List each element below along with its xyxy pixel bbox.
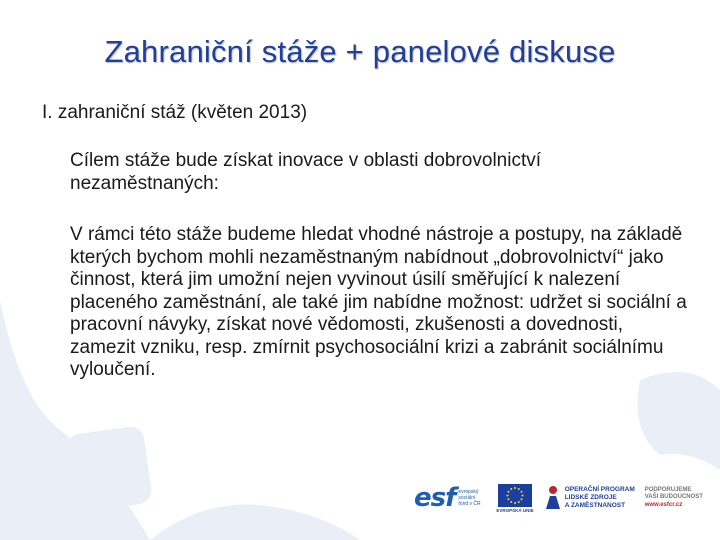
eu-star (522, 494, 524, 496)
eu-flag-caption: EVROPSKÁ UNIE (496, 507, 534, 513)
eu-star (510, 488, 512, 490)
eu-star (518, 488, 520, 490)
eu-star (514, 502, 516, 504)
esf-logo-text: evropský sociální fond v ČR (458, 489, 481, 507)
paragraph-goal: Cílem stáže bude získat inovace v oblasti dobrovolnictví nezaměstnaných: (70, 150, 542, 194)
slide-title: Zahraniční stáže + panelové diskuse (104, 34, 616, 69)
slide-subheading: I. zahraniční stáž (květen 2013) (42, 102, 308, 123)
eu-star (510, 501, 512, 503)
paragraph-description: V rámci této stáže budeme hledat vhodné nástroje a postupy, na základě kterých bychom mohli nezaměstnaným nabídnout „dobrovolnictví“ jako činnost, která jim umožní nejen vyvinout úsilí směřující k nalezení placeného zaměstnání, ale také jim nabídne možnost: udržet si sociální a pracovní návyky, získat nové vědomosti, zkušenosti a dovednosti, zamezit vzniku, resp. zmírnit psychosociální krizi a zabránit sociálnímu vyloučení. (70, 224, 687, 380)
eu-star (518, 501, 520, 503)
op-figure-icon (544, 485, 562, 511)
esf-logo-mark: esf (414, 483, 456, 513)
slogan-url: www.esfcr.cz (644, 501, 683, 508)
esf-logo (414, 483, 486, 513)
eu-star (514, 487, 516, 489)
slogan-text: PODPORUJEME VAŠI BUDOUCNOST www.esfcr.cz (644, 486, 703, 508)
eu-flag-logo (496, 484, 533, 513)
footer-logos (414, 476, 704, 520)
op-logo (544, 485, 635, 511)
eu-star (521, 490, 523, 492)
op-logo-text: OPERAČNÍ PROGRAM LIDSKÉ ZDROJE A ZAMĚSTNANOST (564, 486, 635, 509)
eu-star (507, 494, 509, 496)
eu-star (521, 498, 523, 500)
eu-star (508, 490, 510, 492)
eu-flag-icon (498, 484, 532, 507)
eu-star (508, 498, 510, 500)
